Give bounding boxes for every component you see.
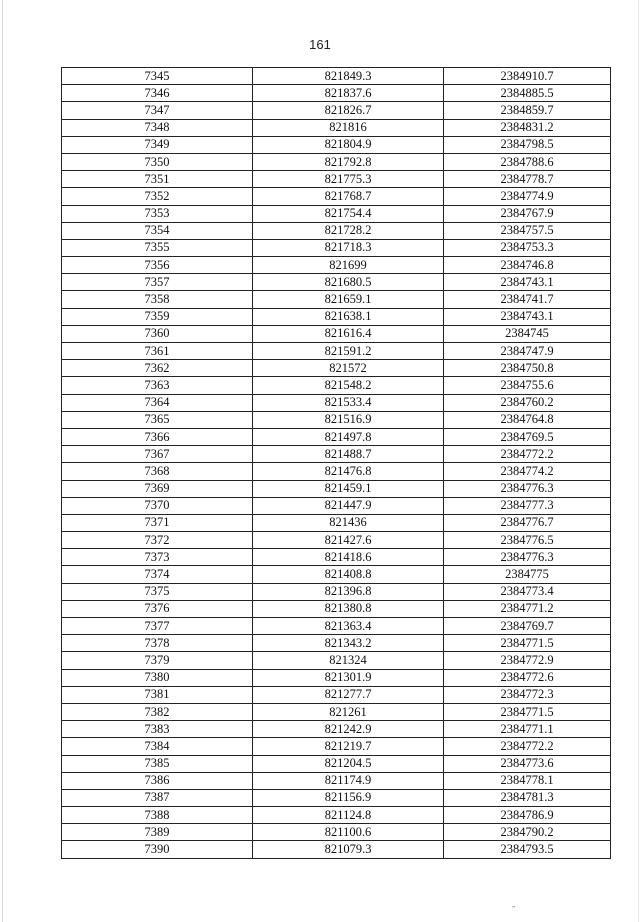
table-row: [62, 171, 611, 188]
point-number-cell: 7345: [62, 68, 253, 85]
x-coordinate-cell: 821826.7: [253, 102, 444, 119]
point-number-cell: 7356: [62, 257, 253, 274]
table-row: [62, 686, 611, 703]
y-coordinate-cell: 2384859.7: [444, 102, 611, 119]
x-coordinate-cell: 821408.8: [253, 566, 444, 583]
table-row: [62, 514, 611, 531]
y-coordinate-cell: 2384767.9: [444, 205, 611, 222]
table-row: [62, 824, 611, 841]
table-row: [62, 308, 611, 325]
x-coordinate-cell: 821792.8: [253, 153, 444, 170]
y-coordinate-cell: 2384760.2: [444, 394, 611, 411]
page-number: 161: [309, 37, 331, 52]
x-coordinate-cell: 821459.1: [253, 480, 444, 497]
y-coordinate-cell: 2384771.2: [444, 600, 611, 617]
x-coordinate-cell: 821418.6: [253, 549, 444, 566]
point-number-cell: 7361: [62, 343, 253, 360]
x-coordinate-cell: 821533.4: [253, 394, 444, 411]
table-row: [62, 102, 611, 119]
table-row: [62, 755, 611, 772]
x-coordinate-cell: 821100.6: [253, 824, 444, 841]
table-row: [62, 789, 611, 806]
x-coordinate-cell: 821396.8: [253, 583, 444, 600]
y-coordinate-cell: 2384772.2: [444, 446, 611, 463]
y-coordinate-cell: 2384778.7: [444, 171, 611, 188]
table-row: [62, 721, 611, 738]
x-coordinate-cell: 821204.5: [253, 755, 444, 772]
x-coordinate-cell: 821638.1: [253, 308, 444, 325]
y-coordinate-cell: 2384747.9: [444, 343, 611, 360]
x-coordinate-cell: 821849.3: [253, 68, 444, 85]
table-row: [62, 618, 611, 635]
point-number-cell: 7381: [62, 686, 253, 703]
x-coordinate-cell: 821079.3: [253, 841, 444, 858]
point-number-cell: 7379: [62, 652, 253, 669]
point-number-cell: 7353: [62, 205, 253, 222]
table-row: [62, 257, 611, 274]
x-coordinate-cell: 821728.2: [253, 222, 444, 239]
x-coordinate-cell: 821301.9: [253, 669, 444, 686]
y-coordinate-cell: 2384755.6: [444, 377, 611, 394]
table-row: [62, 239, 611, 256]
table-row: [62, 343, 611, 360]
x-coordinate-cell: 821659.1: [253, 291, 444, 308]
y-coordinate-cell: 2384743.1: [444, 308, 611, 325]
x-coordinate-cell: 821548.2: [253, 377, 444, 394]
point-number-cell: 7355: [62, 239, 253, 256]
table-row: [62, 566, 611, 583]
x-coordinate-cell: 821837.6: [253, 85, 444, 102]
point-number-cell: 7373: [62, 549, 253, 566]
point-number-cell: 7369: [62, 480, 253, 497]
y-coordinate-cell: 2384771.1: [444, 721, 611, 738]
table-row: [62, 136, 611, 153]
x-coordinate-cell: 821219.7: [253, 738, 444, 755]
point-number-cell: 7383: [62, 721, 253, 738]
x-coordinate-cell: 821680.5: [253, 274, 444, 291]
table-row: [62, 549, 611, 566]
table-row: [62, 205, 611, 222]
point-number-cell: 7360: [62, 325, 253, 342]
x-coordinate-cell: 821380.8: [253, 600, 444, 617]
point-number-cell: 7377: [62, 618, 253, 635]
point-number-cell: 7376: [62, 600, 253, 617]
x-coordinate-cell: 821572: [253, 360, 444, 377]
y-coordinate-cell: 2384776.3: [444, 480, 611, 497]
y-coordinate-cell: 2384776.3: [444, 549, 611, 566]
x-coordinate-cell: 821768.7: [253, 188, 444, 205]
table-row: [62, 68, 611, 85]
table-row: [62, 583, 611, 600]
point-number-cell: 7357: [62, 274, 253, 291]
table-row: [62, 532, 611, 549]
x-coordinate-cell: 821436: [253, 514, 444, 531]
y-coordinate-cell: 2384777.3: [444, 497, 611, 514]
y-coordinate-cell: 2384831.2: [444, 119, 611, 136]
point-number-cell: 7367: [62, 446, 253, 463]
y-coordinate-cell: 2384776.7: [444, 514, 611, 531]
table-row: [62, 222, 611, 239]
y-coordinate-cell: 2384769.7: [444, 618, 611, 635]
y-coordinate-cell: 2384753.3: [444, 239, 611, 256]
x-coordinate-cell: 821497.8: [253, 428, 444, 445]
table-row: [62, 394, 611, 411]
point-number-cell: 7387: [62, 789, 253, 806]
y-coordinate-cell: 2384773.6: [444, 755, 611, 772]
point-number-cell: 7364: [62, 394, 253, 411]
x-coordinate-cell: 821447.9: [253, 497, 444, 514]
y-coordinate-cell: 2384771.5: [444, 635, 611, 652]
point-number-cell: 7375: [62, 583, 253, 600]
table-row: [62, 291, 611, 308]
y-coordinate-cell: 2384771.5: [444, 703, 611, 720]
table-row: [62, 153, 611, 170]
coordinates-table-body: [62, 68, 611, 859]
point-number-cell: 7366: [62, 428, 253, 445]
point-number-cell: 7384: [62, 738, 253, 755]
point-number-cell: 7359: [62, 308, 253, 325]
table-row: [62, 377, 611, 394]
point-number-cell: 7372: [62, 532, 253, 549]
table-row: [62, 119, 611, 136]
x-coordinate-cell: 821242.9: [253, 721, 444, 738]
point-number-cell: 7378: [62, 635, 253, 652]
x-coordinate-cell: 821775.3: [253, 171, 444, 188]
x-coordinate-cell: 821699: [253, 257, 444, 274]
point-number-cell: 7354: [62, 222, 253, 239]
table-row: [62, 703, 611, 720]
point-number-cell: 7390: [62, 841, 253, 858]
point-number-cell: 7385: [62, 755, 253, 772]
point-number-cell: 7365: [62, 411, 253, 428]
table-row: [62, 841, 611, 858]
y-coordinate-cell: 2384757.5: [444, 222, 611, 239]
table-row: [62, 497, 611, 514]
table-row: [62, 85, 611, 102]
table-row: [62, 188, 611, 205]
table-row: [62, 274, 611, 291]
point-number-cell: 7389: [62, 824, 253, 841]
y-coordinate-cell: 2384885.5: [444, 85, 611, 102]
y-coordinate-cell: 2384750.8: [444, 360, 611, 377]
page-left-edge: [2, 0, 3, 922]
table-row: [62, 428, 611, 445]
y-coordinate-cell: 2384786.9: [444, 807, 611, 824]
page-right-edge: [638, 0, 639, 922]
y-coordinate-cell: 2384798.5: [444, 136, 611, 153]
y-coordinate-cell: 2384745: [444, 325, 611, 342]
x-coordinate-cell: 821124.8: [253, 807, 444, 824]
point-number-cell: 7351: [62, 171, 253, 188]
table-row: [62, 807, 611, 824]
table-row: [62, 669, 611, 686]
point-number-cell: 7388: [62, 807, 253, 824]
x-coordinate-cell: 821277.7: [253, 686, 444, 703]
table-row: [62, 772, 611, 789]
y-coordinate-cell: 2384772.3: [444, 686, 611, 703]
y-coordinate-cell: 2384743.1: [444, 274, 611, 291]
point-number-cell: 7346: [62, 85, 253, 102]
x-coordinate-cell: 821591.2: [253, 343, 444, 360]
x-coordinate-cell: 821476.8: [253, 463, 444, 480]
y-coordinate-cell: 2384764.8: [444, 411, 611, 428]
y-coordinate-cell: 2384910.7: [444, 68, 611, 85]
y-coordinate-cell: 2384772.2: [444, 738, 611, 755]
x-coordinate-cell: 821816: [253, 119, 444, 136]
table-row: [62, 652, 611, 669]
table-row: [62, 325, 611, 342]
y-coordinate-cell: 2384790.2: [444, 824, 611, 841]
table-row: [62, 463, 611, 480]
y-coordinate-cell: 2384772.9: [444, 652, 611, 669]
y-coordinate-cell: 2384775: [444, 566, 611, 583]
point-number-cell: 7350: [62, 153, 253, 170]
y-coordinate-cell: 2384769.5: [444, 428, 611, 445]
table-row: [62, 446, 611, 463]
point-number-cell: 7382: [62, 703, 253, 720]
table-row: [62, 635, 611, 652]
point-number-cell: 7370: [62, 497, 253, 514]
y-coordinate-cell: 2384746.8: [444, 257, 611, 274]
x-coordinate-cell: 821718.3: [253, 239, 444, 256]
point-number-cell: 7347: [62, 102, 253, 119]
point-number-cell: 7352: [62, 188, 253, 205]
x-coordinate-cell: 821324: [253, 652, 444, 669]
y-coordinate-cell: 2384772.6: [444, 669, 611, 686]
point-number-cell: 7362: [62, 360, 253, 377]
x-coordinate-cell: 821516.9: [253, 411, 444, 428]
y-coordinate-cell: 2384781.3: [444, 789, 611, 806]
x-coordinate-cell: 821363.4: [253, 618, 444, 635]
point-number-cell: 7374: [62, 566, 253, 583]
x-coordinate-cell: 821488.7: [253, 446, 444, 463]
table-row: [62, 411, 611, 428]
table-row: [62, 480, 611, 497]
point-number-cell: 7349: [62, 136, 253, 153]
y-coordinate-cell: 2384788.6: [444, 153, 611, 170]
coordinates-table: [61, 67, 611, 859]
table-row: [62, 600, 611, 617]
y-coordinate-cell: 2384774.2: [444, 463, 611, 480]
footer-mark: ᵔ: [512, 905, 516, 915]
x-coordinate-cell: 821156.9: [253, 789, 444, 806]
x-coordinate-cell: 821804.9: [253, 136, 444, 153]
point-number-cell: 7380: [62, 669, 253, 686]
x-coordinate-cell: 821261: [253, 703, 444, 720]
point-number-cell: 7363: [62, 377, 253, 394]
point-number-cell: 7371: [62, 514, 253, 531]
point-number-cell: 7358: [62, 291, 253, 308]
x-coordinate-cell: 821427.6: [253, 532, 444, 549]
y-coordinate-cell: 2384778.1: [444, 772, 611, 789]
x-coordinate-cell: 821343.2: [253, 635, 444, 652]
x-coordinate-cell: 821174.9: [253, 772, 444, 789]
y-coordinate-cell: 2384793.5: [444, 841, 611, 858]
point-number-cell: 7386: [62, 772, 253, 789]
y-coordinate-cell: 2384773.4: [444, 583, 611, 600]
table-row: [62, 738, 611, 755]
table-row: [62, 360, 611, 377]
point-number-cell: 7368: [62, 463, 253, 480]
y-coordinate-cell: 2384741.7: [444, 291, 611, 308]
point-number-cell: 7348: [62, 119, 253, 136]
x-coordinate-cell: 821754.4: [253, 205, 444, 222]
y-coordinate-cell: 2384776.5: [444, 532, 611, 549]
y-coordinate-cell: 2384774.9: [444, 188, 611, 205]
x-coordinate-cell: 821616.4: [253, 325, 444, 342]
